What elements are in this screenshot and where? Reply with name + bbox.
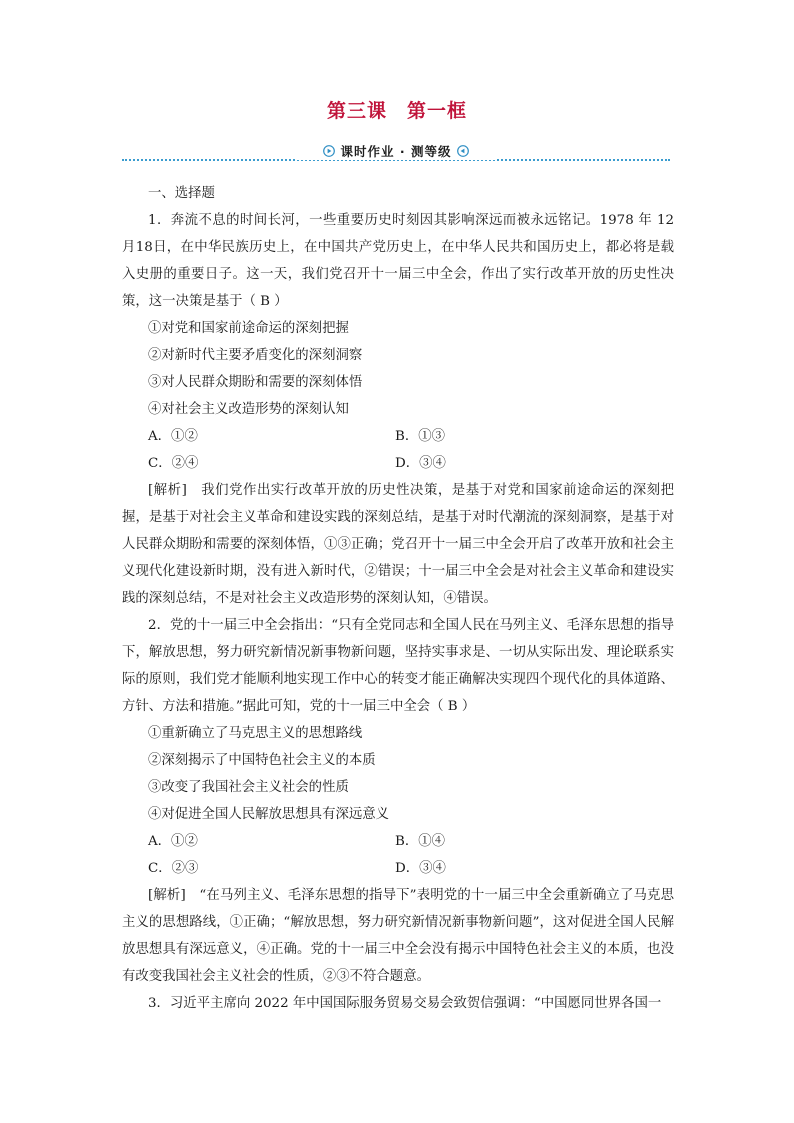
page-title: 第三课 第一框 (326, 100, 467, 122)
q2-choices-row (122, 855, 674, 882)
q1-choice-b: B．①③ (395, 429, 446, 444)
q2-choice-a: A．①② (148, 834, 198, 849)
q1-choice-d: D．③④ (395, 456, 446, 471)
q2-choice-d: D．③④ (395, 861, 446, 876)
q2-statement: ②深刻揭示了中国特色社会主义的本质 (148, 753, 376, 768)
q2-statement: ④对促进全国人民解放思想具有深远意义 (148, 807, 390, 822)
play-left-icon (457, 145, 469, 157)
banner-label: 课时作业 · 测等级 (340, 144, 452, 159)
q1-statement: ④对社会主义改造形势的深刻认知 (148, 402, 349, 417)
worksheet-body (122, 180, 674, 1017)
q1-choice-a: A．①② (148, 429, 198, 444)
q2-statement: ③改变了我国社会主义社会的性质 (148, 780, 349, 795)
q1-choices-row (122, 423, 674, 450)
q2-statement: ①重新确立了马克思主义的思想路线 (148, 726, 363, 741)
q1-analysis: [解析] 我们党作出实行改革开放的历史性决策，是基于对党和国家前途命运的深刻把握，是基于对社会主义革命和建设实践的深刻总结，是基于对时代潮流的深刻洞察，是基于对人民群众期盼和需要的深刻体悟，①③正确；党召开十一届三中全会开启了改革开放和社会主义现代化建设新时期，没有进入新时代，②错误；十一届三中全会是对社会主义革命和建设实践的深刻总结，不是对社会主义改造形势的深刻认知，④错误。 (122, 483, 674, 606)
question-3-stem: 3．习近平主席向 2022 年中国国际服务贸易交易会致贺信强调：“中国愿同世界各国一 (148, 996, 662, 1011)
section-banner (122, 142, 670, 162)
play-right-icon (323, 145, 335, 157)
q1-choices-row (122, 450, 674, 477)
question-1-stem: 1．奔流不息的时间长河，一些重要历史时刻因其影响深远而被永远铭记。1978 年 12 月18日，在中华民族历史上，在中国共产党历史上，在中华人民共和国历史上，都必将是载入史册的重要日子。这一天，我们党召开十一届三中全会，作出了实行改革开放的历史性决策，这一决策是基于（ B ） (122, 213, 674, 309)
question-2-stem: 2．党的十一届三中全会指出：“只有全党同志和全国人民在马列主义、毛泽东思想的指导下，解放思想，努力研究新情况新事物新问题，坚持实事求是、一切从实际出发、理论联系实际的原则，我们党才能顺利地实现工作中心的转变才能正确解决实现四个现代化的具体道路、方针、方法和措施。”据此可知，党的十一届三中全会（ B ） (122, 618, 674, 714)
section-heading: 一、选择题 (148, 186, 215, 201)
q1-choice-c: C．②④ (148, 456, 199, 471)
q2-choice-c: C．②③ (148, 861, 199, 876)
q2-analysis: [解析] “在马列主义、毛泽东思想的指导下”表明党的十一届三中全会重新确立了马克思主义的思想路线，①正确；“解放思想，努力研究新情况新事物新问题”，这对促进全国人民解放思想具有深远意义，④正确。党的十一届三中全会没有揭示中国特色社会主义的本质，也没有改变我国社会主义社会的性质，②③不符合题意。 (122, 888, 674, 984)
q2-choices-row (122, 828, 674, 855)
q1-statement: ②对新时代主要矛盾变化的深刻洞察 (148, 348, 363, 363)
q1-statement: ①对党和国家前途命运的深刻把握 (148, 321, 349, 336)
q1-statement: ③对人民群众期盼和需要的深刻体悟 (148, 375, 363, 390)
q2-choice-b: B．①④ (395, 834, 446, 849)
